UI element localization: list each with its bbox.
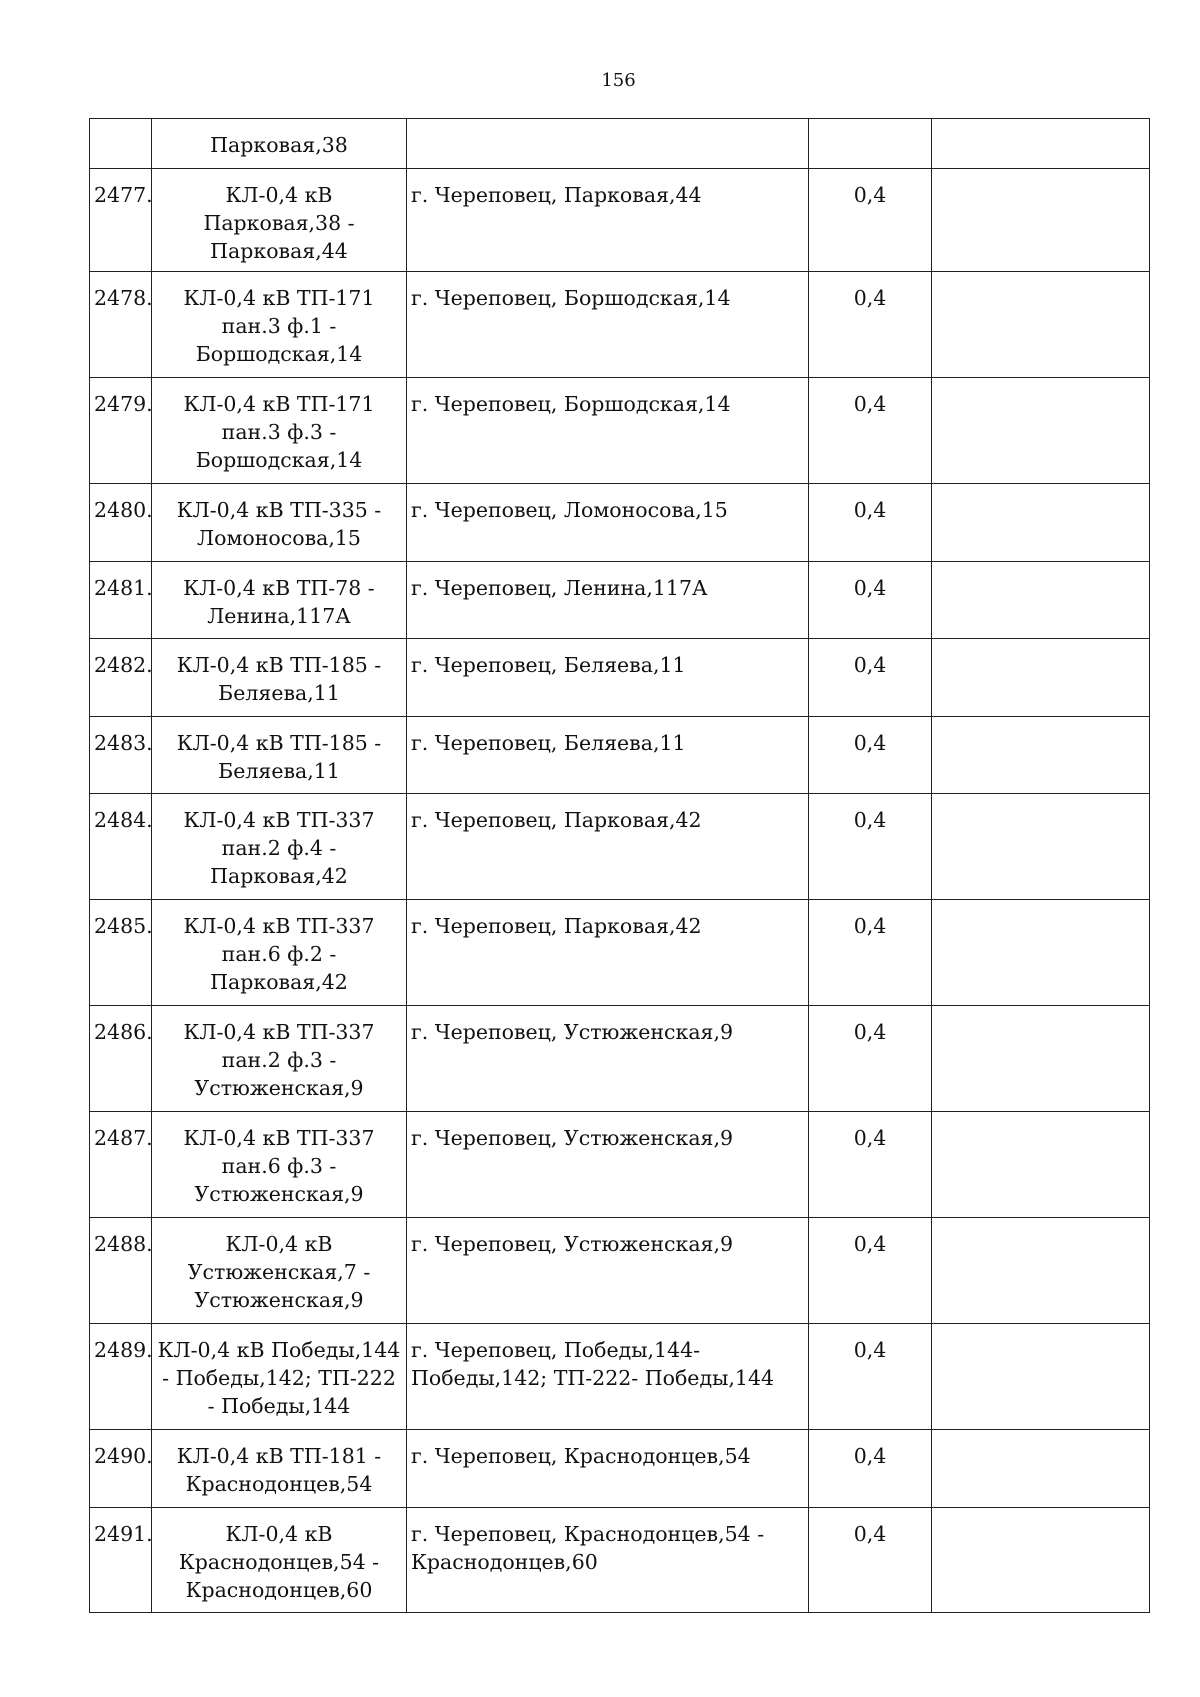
table-row [90,378,1150,484]
notes-cell [932,119,1150,169]
row-number-cell: 2478. [90,272,152,378]
notes-cell [932,562,1150,639]
table-row [90,169,1150,272]
row-number-cell: 2487. [90,1112,152,1218]
line-name-cell: КЛ-0,4 кВ Краснодонцев,54 - Краснодонцев,60 [152,1508,407,1613]
notes-cell [932,272,1150,378]
row-number-cell: 2488. [90,1218,152,1324]
address-cell: г. Череповец, Краснодонцев,54 - Краснодонцев,60 [407,1508,809,1613]
row-number-cell: 2485. [90,900,152,1006]
line-name-cell: КЛ-0,4 кВ ТП-185 - Беляева,11 [152,717,407,794]
voltage-cell: 0,4 [809,272,932,378]
row-number-cell: 2477. [90,169,152,272]
line-name-cell: КЛ-0,4 кВ Победы,144 - Победы,142; ТП-222 - Победы,144 [152,1324,407,1430]
row-number-cell: 2482. [90,639,152,717]
voltage-cell: 0,4 [809,900,932,1006]
row-number-cell [90,119,152,169]
voltage-cell: 0,4 [809,484,932,562]
address-cell: г. Череповец, Парковая,44 [407,169,809,272]
voltage-cell: 0,4 [809,562,932,639]
voltage-cell: 0,4 [809,1430,932,1508]
row-number-cell: 2486. [90,1006,152,1112]
line-name-cell: КЛ-0,4 кВ ТП-171 пан.3 ф.3 - Боршодская,14 [152,378,407,484]
address-cell: г. Череповец, Боршодская,14 [407,272,809,378]
row-number-cell: 2481. [90,562,152,639]
cable-lines-table [89,118,1150,1613]
table-row [90,639,1150,717]
notes-cell [932,484,1150,562]
table-row [90,1324,1150,1430]
table-row [90,1218,1150,1324]
voltage-cell: 0,4 [809,794,932,900]
voltage-cell: 0,4 [809,639,932,717]
row-number-cell: 2479. [90,378,152,484]
voltage-cell: 0,4 [809,1324,932,1430]
table-row [90,119,1150,169]
address-cell: г. Череповец, Ломоносова,15 [407,484,809,562]
address-cell [407,119,809,169]
address-cell: г. Череповец, Беляева,11 [407,639,809,717]
notes-cell [932,900,1150,1006]
table-row [90,900,1150,1006]
voltage-cell [809,119,932,169]
line-name-cell: Парковая,38 [152,119,407,169]
notes-cell [932,639,1150,717]
line-name-cell: КЛ-0,4 кВ ТП-335 - Ломоносова,15 [152,484,407,562]
row-number-cell: 2484. [90,794,152,900]
line-name-cell: КЛ-0,4 кВ Парковая,38 - Парковая,44 [152,169,407,272]
row-number-cell: 2490. [90,1430,152,1508]
row-number-cell: 2491. [90,1508,152,1613]
line-name-cell: КЛ-0,4 кВ ТП-337 пан.2 ф.4 - Парковая,42 [152,794,407,900]
table-row [90,1430,1150,1508]
table-row [90,484,1150,562]
address-cell: г. Череповец, Победы,144- Победы,142; ТП-222- Победы,144 [407,1324,809,1430]
notes-cell [932,717,1150,794]
address-cell: г. Череповец, Устюженская,9 [407,1112,809,1218]
table-row [90,1112,1150,1218]
line-name-cell: КЛ-0,4 кВ ТП-185 - Беляева,11 [152,639,407,717]
notes-cell [932,1112,1150,1218]
table-row [90,562,1150,639]
notes-cell [932,1218,1150,1324]
address-cell: г. Череповец, Беляева,11 [407,717,809,794]
voltage-cell: 0,4 [809,717,932,794]
notes-cell [932,1430,1150,1508]
voltage-cell: 0,4 [809,1508,932,1613]
line-name-cell: КЛ-0,4 кВ Устюженская,7 - Устюженская,9 [152,1218,407,1324]
voltage-cell: 0,4 [809,378,932,484]
line-name-cell: КЛ-0,4 кВ ТП-337 пан.2 ф.3 - Устюженская,9 [152,1006,407,1112]
notes-cell [932,1006,1150,1112]
address-cell: г. Череповец, Ленина,117А [407,562,809,639]
table-row [90,794,1150,900]
line-name-cell: КЛ-0,4 кВ ТП-181 - Краснодонцев,54 [152,1430,407,1508]
notes-cell [932,794,1150,900]
row-number-cell: 2489. [90,1324,152,1430]
notes-cell [932,169,1150,272]
table-row [90,1006,1150,1112]
voltage-cell: 0,4 [809,1006,932,1112]
notes-cell [932,378,1150,484]
address-cell: г. Череповец, Парковая,42 [407,794,809,900]
voltage-cell: 0,4 [809,169,932,272]
line-name-cell: КЛ-0,4 кВ ТП-78 - Ленина,117А [152,562,407,639]
address-cell: г. Череповец, Краснодонцев,54 [407,1430,809,1508]
row-number-cell: 2483. [90,717,152,794]
address-cell: г. Череповец, Устюженская,9 [407,1006,809,1112]
address-cell: г. Череповец, Парковая,42 [407,900,809,1006]
address-cell: г. Череповец, Боршодская,14 [407,378,809,484]
page-number: 156 [601,70,636,91]
notes-cell [932,1324,1150,1430]
voltage-cell: 0,4 [809,1218,932,1324]
address-cell: г. Череповец, Устюженская,9 [407,1218,809,1324]
notes-cell [932,1508,1150,1613]
row-number-cell: 2480. [90,484,152,562]
voltage-cell: 0,4 [809,1112,932,1218]
table-row [90,1508,1150,1613]
line-name-cell: КЛ-0,4 кВ ТП-171 пан.3 ф.1 - Боршодская,14 [152,272,407,378]
table-row [90,717,1150,794]
line-name-cell: КЛ-0,4 кВ ТП-337 пан.6 ф.3 - Устюженская,9 [152,1112,407,1218]
table-row [90,272,1150,378]
line-name-cell: КЛ-0,4 кВ ТП-337 пан.6 ф.2 - Парковая,42 [152,900,407,1006]
